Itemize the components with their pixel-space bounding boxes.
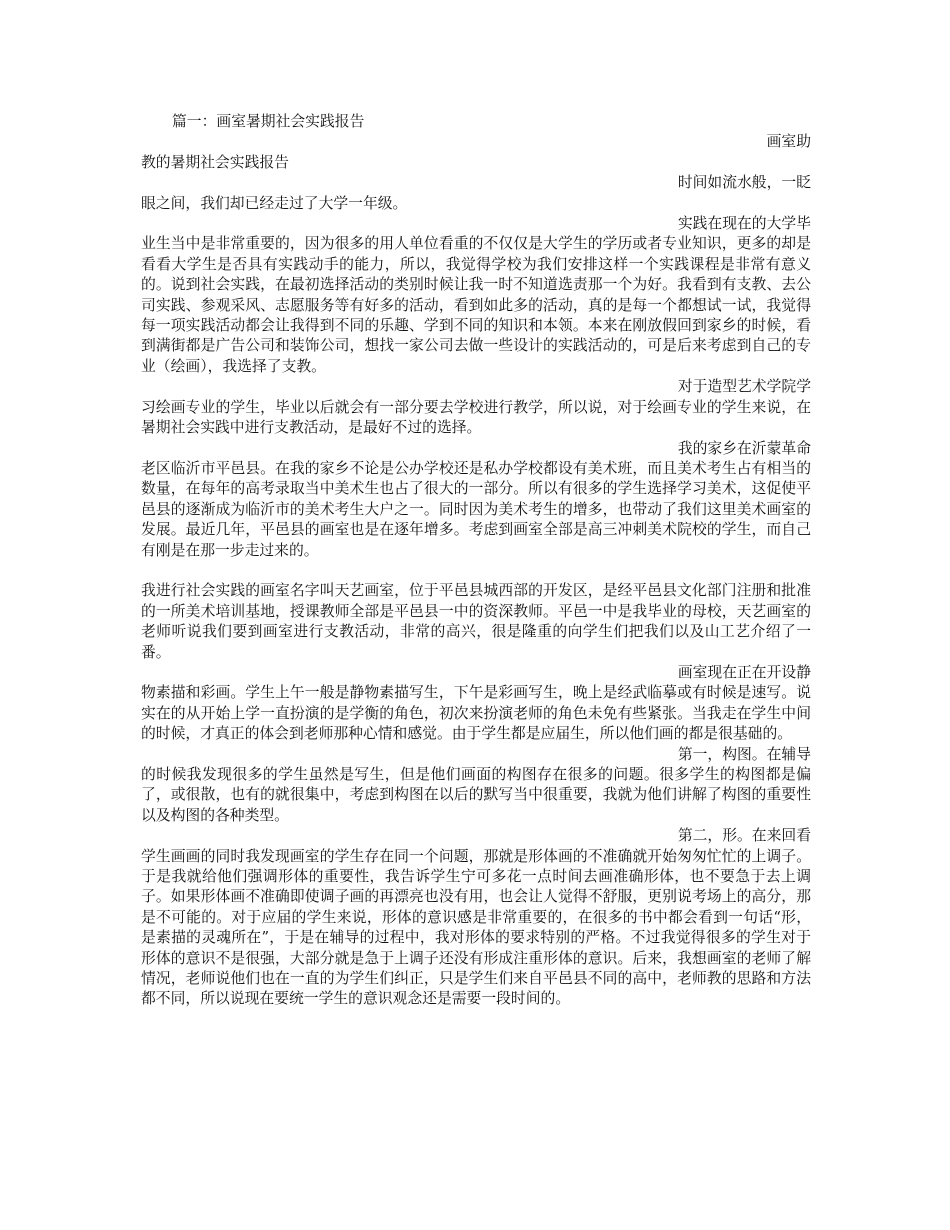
section-8-body: 学生画画的同时我发现画室的学生存在同一个问题，那就是形体画的不准确就开始匆匆忙忙的上调子。于是我就给他们强调形体的重要性，我告诉学生宁可多花一点时间去画准确形体，也不要急于去上调子。如果形体画不准确即使调子画的再漂亮也没有用，也会让人觉得不舒服，更别说考场上的高分，那是不可能的。对于应届的学生来说，形体的意识感是非常重要的，在很多的书中都会看到一句话“形，是素描的灵魂所在”，于是在辅导的过程中，我对形体的要求特别的严格。不过我觉得很多的学生对于形体的意识不是很强，大部分就是急于上调子还没有形成注重形体的意识。后来，我想画室的老师了解情况，老师说他们也在一直的为学生们纠正，只是学生们来自平邑县不同的高中，老师教的思路和方法都不同，所以说现在要统一学生的意识观念还是需要一段时间的。 (141, 847, 811, 1008)
section-7-lead: 第一，构图。在辅导 (677, 745, 811, 763)
section-1-lead: 时间如流水般，一眨 (677, 174, 811, 192)
subtitle-rest: 教的暑期社会实践报告 (141, 153, 289, 171)
document-body (141, 112, 811, 1010)
section-1-body: 眼之间，我们却已经走过了大学一年级。 (141, 194, 408, 212)
section-7-body: 的时候我发现很多的学生虽然是写生，但是他们画面的构图存在很多的问题。很多学生的构图都是偏了，或很散，也有的就很集中，考虑到构图在以后的默写当中很重要，我就为他们讲解了构图的重要性以及构图的各种类型。 (141, 765, 811, 824)
document-title: 篇一：画室暑期社会实践报告 (172, 113, 365, 130)
section-4-body: 老区临沂市平邑县。在我的家乡不论是公办学校还是私办学校都设有美术班，而且美术考生占有相当的数量，在每年的高考录取当中美术生也占了很大的一部分。所以有很多的学生选择学习美术，这促使平邑县的逐渐成为临沂市的美术考生大户之一。同时因为美术考生的增多，也带动了我们这里美术画室的发展。最近几年，平邑县的画室也是在逐年增多。考虑到画室全部是高三冲刺美术院校的学生，而自己有刚是在那一步走过来的。 (141, 459, 811, 559)
paragraph-gap (141, 561, 811, 581)
section-2-body: 业生当中是非常重要的，因为很多的用人单位看重的不仅仅是大学生的学历或者专业知识，更多的却是看看大学生是否具有实践动手的能力，所以，我觉得学校为我们安排这样一个实践课程是非常有意义的。说到社会实践，在最初选择活动的类别时候让我一时不知道选责那一个为好。我看到有支教、去公司实践、参观采风、志愿服务等有好多的活动，看到如此多的活动，真的是每一个都想试一试，我觉得每一项实践活动都会让我得到不同的乐趣、学到不同的知识和本领。本来在刚放假回到家乡的时候，看到满街都是广告公司和装饰公司，想找一家公司去做一些设计的实践活动的，可是后来考虑到自己的专业（绘画），我选择了支教。 (141, 235, 811, 375)
section-3-lead: 对于造型艺术学院学 (677, 378, 811, 396)
section-4-lead: 我的家乡在沂蒙革命 (677, 439, 811, 457)
subtitle-lead: 画室助 (766, 133, 811, 151)
section-8-lead: 第二，形。在来回看 (677, 827, 811, 845)
section-2-lead: 实践在现在的大学毕 (677, 215, 811, 233)
section-6-lead: 画室现在正在开设静 (677, 663, 811, 681)
section-6-body: 物素描和彩画。学生上午一般是静物素描写生，下午是彩画写生，晚上是经武临摹或有时候是速写。说实在的从开始上学一直扮演的是学衡的角色，初次来扮演老师的角色未免有些紧张。当我走在学生中间的时候，才真正的体会到老师那种心情和感觉。由于学生都是应届生，所以他们画的都是很基础的。 (141, 684, 811, 743)
section-5-body: 我进行社会实践的画室名字叫天艺画室，位于平邑县城西部的开发区，是经平邑县文化部门注册和批准的一所美术培训基地，授课教师全部是平邑县一中的资深教师。平邑一中是我毕业的母校，天艺画室的老师听说我们要到画室进行支教活动，非常的高兴，很是隆重的向学生们把我们以及山工艺介绍了一番。 (141, 582, 811, 661)
section-3-body: 习绘画专业的学生，毕业以后就会有一部分要去学校进行教学，所以说，对于绘画专业的学生来说，在暑期社会实践中进行支教活动，是最好不过的选择。 (141, 398, 811, 437)
